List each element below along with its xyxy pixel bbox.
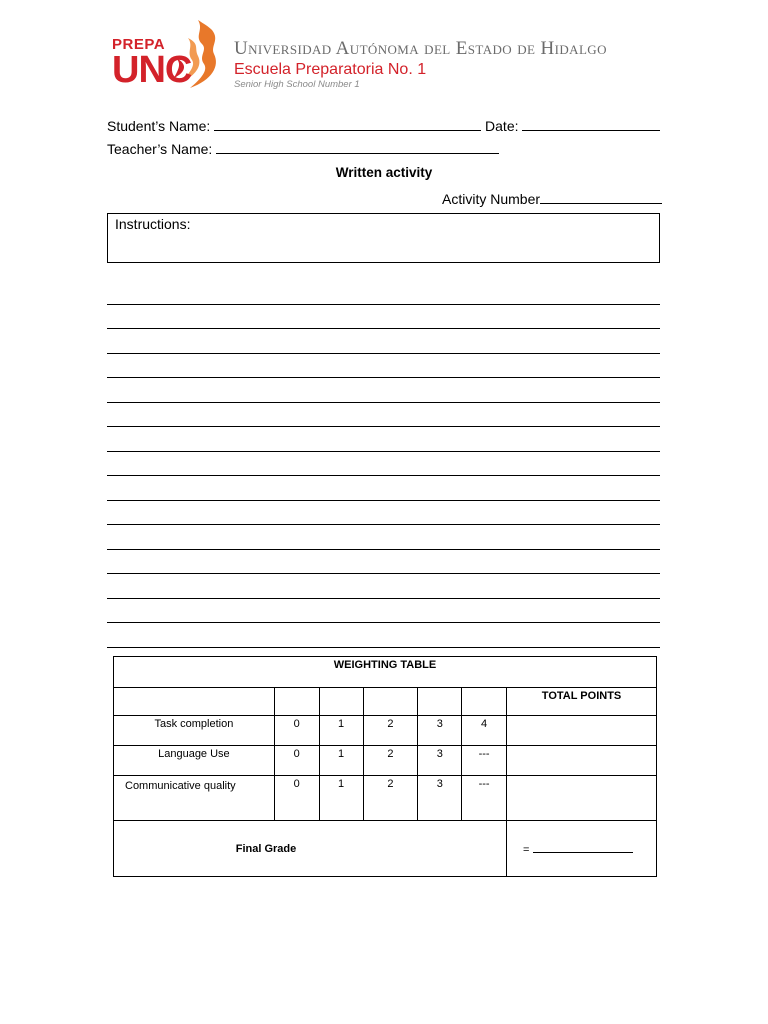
table-cell xyxy=(418,688,462,716)
writing-line[interactable] xyxy=(107,328,660,329)
date-field[interactable] xyxy=(522,117,660,131)
logo-prepa-text: PREPA xyxy=(112,36,166,53)
instructions-box[interactable] xyxy=(107,213,660,263)
score-option[interactable]: 0 xyxy=(274,746,319,776)
score-option[interactable]: 3 xyxy=(418,776,462,821)
school-logo xyxy=(112,18,224,92)
writing-line[interactable] xyxy=(107,451,660,452)
table-cell xyxy=(114,688,275,716)
school-subtitle: Senior High School Number 1 xyxy=(234,79,360,90)
criterion-label: Language Use xyxy=(114,746,275,776)
final-grade-equals: = xyxy=(523,843,530,856)
score-option[interactable]: 2 xyxy=(363,716,418,746)
teacher-name-row xyxy=(107,140,499,157)
school-name: Escuela Preparatoria No. 1 xyxy=(234,61,427,78)
final-grade-row xyxy=(114,821,657,877)
table-cell xyxy=(462,688,507,716)
score-option[interactable]: 3 xyxy=(418,716,462,746)
university-name: Universidad Autónoma del Estado de Hidalgo xyxy=(234,38,607,59)
date-label: Date: xyxy=(485,118,519,134)
table-cell xyxy=(319,688,363,716)
final-grade-label: Final Grade xyxy=(114,821,507,877)
writing-line[interactable] xyxy=(107,598,660,599)
teacher-name-field[interactable] xyxy=(216,140,499,154)
score-option[interactable]: 2 xyxy=(363,746,418,776)
weighting-table-title: WEIGHTING TABLE xyxy=(114,657,657,688)
score-option[interactable]: 2 xyxy=(363,776,418,821)
writing-line[interactable] xyxy=(107,353,660,354)
score-option[interactable]: 0 xyxy=(274,776,319,821)
score-option[interactable]: --- xyxy=(462,746,507,776)
criterion-label: Task completion xyxy=(114,716,275,746)
instructions-label: Instructions: xyxy=(115,216,191,232)
writing-line[interactable] xyxy=(107,573,660,574)
table-cell xyxy=(363,688,418,716)
writing-line[interactable] xyxy=(107,426,660,427)
table-row xyxy=(114,746,657,776)
total-points-cell[interactable] xyxy=(507,746,657,776)
table-row xyxy=(114,776,657,821)
total-points-header: TOTAL POINTS xyxy=(507,688,657,716)
weighting-table xyxy=(113,656,657,877)
total-points-cell[interactable] xyxy=(507,776,657,821)
score-option[interactable]: 1 xyxy=(319,746,363,776)
activity-number-label: Activity Number xyxy=(442,191,541,207)
writing-line[interactable] xyxy=(107,475,660,476)
student-name-field[interactable] xyxy=(214,117,481,131)
writing-line[interactable] xyxy=(107,622,660,623)
logo-unc-text: UNC xyxy=(112,49,192,91)
final-grade-cell xyxy=(507,821,657,877)
table-title-row xyxy=(114,657,657,688)
writing-line[interactable] xyxy=(107,647,660,648)
writing-line[interactable] xyxy=(107,524,660,525)
score-option[interactable]: --- xyxy=(462,776,507,821)
score-option[interactable]: 0 xyxy=(274,716,319,746)
score-option[interactable]: 3 xyxy=(418,746,462,776)
final-grade-field[interactable] xyxy=(533,842,633,853)
writing-line[interactable] xyxy=(107,402,660,403)
writing-line[interactable] xyxy=(107,549,660,550)
student-name-row xyxy=(107,117,660,134)
total-points-cell[interactable] xyxy=(507,716,657,746)
score-option[interactable]: 1 xyxy=(319,716,363,746)
writing-line[interactable] xyxy=(107,377,660,378)
criterion-label: Communicative quality xyxy=(114,776,275,821)
writing-line[interactable] xyxy=(107,304,660,305)
teacher-name-label: Teacher’s Name: xyxy=(107,141,213,157)
activity-number-row xyxy=(442,190,662,207)
table-header-row xyxy=(114,688,657,716)
score-option[interactable]: 1 xyxy=(319,776,363,821)
activity-number-field[interactable] xyxy=(540,190,662,204)
table-cell xyxy=(274,688,319,716)
activity-title: Written activity xyxy=(335,165,433,180)
writing-line[interactable] xyxy=(107,500,660,501)
student-name-label: Student’s Name: xyxy=(107,118,211,134)
table-row xyxy=(114,716,657,746)
score-option[interactable]: 4 xyxy=(462,716,507,746)
